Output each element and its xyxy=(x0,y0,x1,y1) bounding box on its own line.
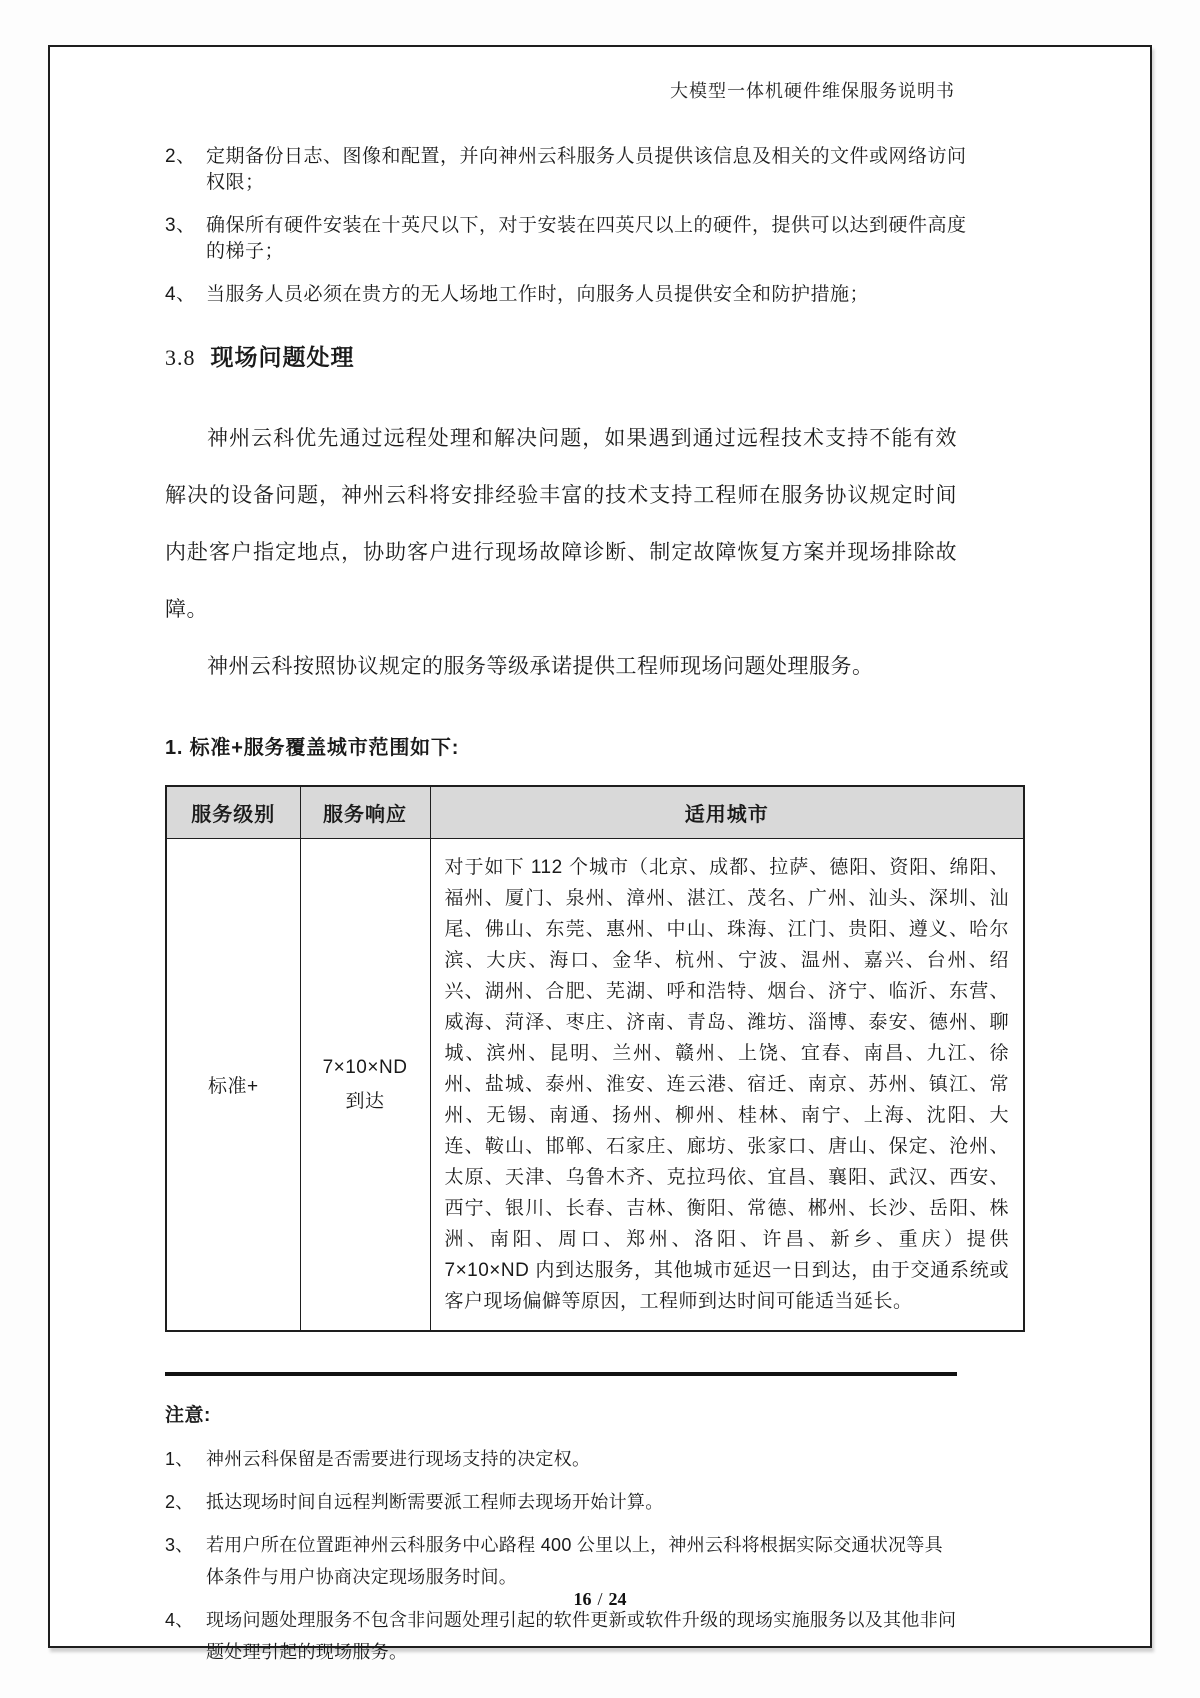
service-coverage-table xyxy=(165,785,1025,1332)
list-item xyxy=(165,213,975,265)
table-header-service-response: 服务响应 xyxy=(300,786,430,839)
list-item-text: 当服务人员必须在贵方的无人场地工作时，向服务人员提供安全和防护措施； xyxy=(206,284,870,305)
notice-heading: 注意: xyxy=(165,1405,211,1426)
document-page xyxy=(48,45,1152,1662)
document-header-title: 大模型一体机硬件维保服务说明书 xyxy=(670,81,955,101)
list-item-text: 抵达现场时间自远程判断需要派工程师去现场开始计算。 xyxy=(206,1492,664,1512)
body-paragraph: 神州云科优先通过远程处理和解决问题，如果遇到通过远程技术支持不能有效解决的设备问题，神州云科将安排经验丰富的技术支持工程师在服务协议规定时间内赴客户指定地点，协助客户进行现场故障诊断、制定故障恢复方案并现场排除故障。 xyxy=(165,427,957,621)
list-item-text: 确保所有硬件安装在十英尺以下，对于安装在四英尺以上的硬件，提供可以达到硬件高度的梯子； xyxy=(206,215,967,262)
section-number: 3.8 xyxy=(165,345,196,370)
page-number-total: 24 xyxy=(608,1589,627,1609)
list-item-text: 定期备份日志、图像和配置，并向神州云科服务人员提供该信息及相关的文件或网络访问权限； xyxy=(206,146,967,193)
page-number-separator: / xyxy=(597,1589,603,1609)
table-row xyxy=(166,839,1024,1332)
table-header-service-level: 服务级别 xyxy=(166,786,300,839)
section-divider xyxy=(165,1372,957,1376)
list-item xyxy=(165,282,975,308)
list-item-number: 3、 xyxy=(165,215,196,236)
page-content xyxy=(50,47,1150,1668)
list-item-number: 4、 xyxy=(165,284,196,305)
coverage-heading: 1. 标准+服务覆盖城市范围如下: xyxy=(165,737,460,759)
list-item xyxy=(165,1486,957,1518)
cell-service-response xyxy=(300,839,430,1332)
list-item-number: 2、 xyxy=(165,1492,194,1512)
page-number-current: 16 xyxy=(573,1589,592,1609)
body-paragraph: 神州云科按照协议规定的服务等级承诺提供工程师现场问题处理服务。 xyxy=(207,655,874,678)
list-item-text: 现场问题处理服务不包含非问题处理引起的软件更新或软件升级的现场实施服务以及其他非问题处理引起的现场服务。 xyxy=(206,1610,957,1662)
list-item-number: 2、 xyxy=(165,146,196,167)
list-item xyxy=(165,1604,957,1668)
list-item xyxy=(165,1443,957,1475)
cell-applicable-cities: 对于如下 112 个城市（北京、成都、拉萨、德阳、资阳、绵阳、福州、厦门、泉州、漳州、湛江、茂名、广州、汕头、深圳、汕尾、佛山、东莞、惠州、中山、珠海、江门、贵阳、遵义、哈尔滨、大庆、海口、金华、杭州、宁波、温州、嘉兴、台州、绍兴、湖州、合肥、芜湖、呼和浩特、烟台、济宁、临沂、东营、威海、菏泽、枣庄、济南、青岛、潍坊、淄博、泰安、德州、聊城、滨州、昆明、兰州、赣州、上饶、宜春、南昌、九江、徐州、盐城、泰州、淮安、连云港、宿迁、南京、苏州、镇江、常州、无锡、南通、扬州、柳州、桂林、南宁、上海、沈阳、大连、鞍山、邯郸、石家庄、廊坊、张家口、唐山、保定、沧州、太原、天津、乌鲁木齐、克拉玛依、宜昌、襄阳、武汉、西安、西宁、银川、长春、吉林、衡阳、常德、郴州、长沙、岳阳、株洲、南阳、周口、郑州、洛阳、许昌、新乡、重庆）提供 7×10×ND 内到达服务，其他城市延迟一日到达，由于交通系统或客户现场偏僻等原因，工程师到达时间可能适当延长。 xyxy=(430,839,1024,1332)
list-item-text: 若用户所在位置距神州云科服务中心路程 400 公里以上，神州云科将根据实际交通状况等具体条件与用户协商决定现场服务时间。 xyxy=(206,1535,943,1587)
list-item-text: 神州云科保留是否需要进行现场支持的决定权。 xyxy=(206,1449,591,1469)
page-number xyxy=(50,1589,1150,1610)
cell-service-level: 标准+ xyxy=(166,839,300,1332)
section-heading xyxy=(165,339,1035,372)
service-response-line1: 7×10×ND xyxy=(322,1056,408,1078)
list-item-number: 4、 xyxy=(165,1610,194,1630)
list-item-number: 3、 xyxy=(165,1535,194,1555)
list-item-number: 1、 xyxy=(165,1449,194,1469)
obligation-list xyxy=(165,144,975,308)
table-header-applicable-cities: 适用城市 xyxy=(430,786,1024,839)
section-title: 现场问题处理 xyxy=(210,344,355,370)
notes-list xyxy=(165,1443,957,1668)
list-item xyxy=(165,1529,957,1593)
table-header-row xyxy=(166,786,1024,839)
service-response-line2: 到达 xyxy=(345,1090,385,1112)
list-item xyxy=(165,144,975,196)
